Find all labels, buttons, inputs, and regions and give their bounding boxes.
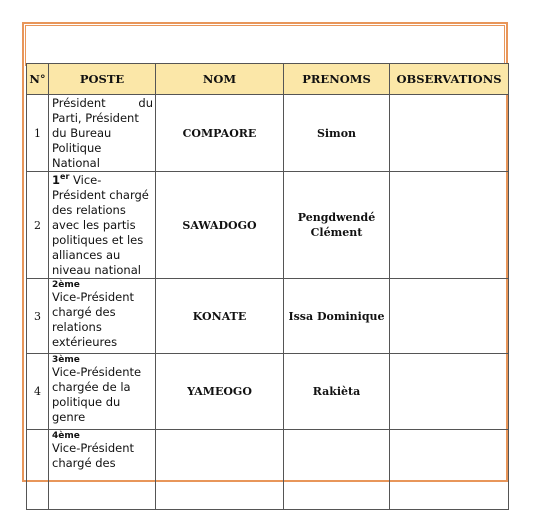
prenom-line: Pengdwendé — [297, 211, 376, 224]
table-row — [27, 172, 509, 279]
poste-line: extérieures — [52, 335, 118, 349]
prenom-line: Rakièta — [312, 385, 361, 398]
poste-line: avec les partis — [52, 218, 136, 232]
row-nom: COMPAORE — [156, 95, 284, 172]
row-nom — [156, 430, 284, 510]
header-prenoms: PRENOMS — [284, 64, 390, 95]
row-prenoms — [284, 279, 390, 354]
row-observations — [390, 95, 509, 172]
ordinal-suffix: er — [60, 172, 70, 182]
poste-line: National — [52, 156, 100, 170]
poste-first-line-rest: Vice- — [69, 173, 102, 187]
poste-line: chargé des — [52, 456, 116, 470]
poste-ordinal: 4ème — [52, 431, 80, 441]
table-row — [27, 95, 509, 172]
poste-line: Vice-Présidente — [52, 365, 142, 379]
poste-line: Vice-Président — [52, 290, 134, 304]
header-num: N° — [27, 64, 49, 95]
row-num: 3 — [27, 279, 49, 354]
header-observations: OBSERVATIONS — [390, 64, 509, 95]
row-observations — [390, 430, 509, 510]
header-poste: POSTE — [49, 64, 156, 95]
poste-line: genre — [52, 410, 86, 424]
table-row — [27, 430, 509, 510]
row-num — [27, 430, 49, 510]
row-poste — [49, 430, 156, 510]
poste-line — [52, 173, 153, 188]
poste-line: Politique — [52, 141, 102, 155]
poste-line: politiques et les — [52, 233, 144, 247]
page-header-box — [25, 25, 505, 66]
header-nom: NOM — [156, 64, 284, 95]
poste-line: relations — [52, 320, 102, 334]
poste-line: Président du — [52, 96, 153, 110]
row-poste — [49, 95, 156, 172]
row-num: 2 — [27, 172, 49, 279]
row-poste — [49, 354, 156, 430]
row-num: 4 — [27, 354, 49, 430]
poste-line: Vice-Président — [52, 441, 134, 455]
poste-line: Parti, Président — [52, 111, 139, 125]
row-poste — [49, 279, 156, 354]
poste-line: alliances au — [52, 248, 121, 262]
row-prenoms — [284, 430, 390, 510]
prenom-line: Issa Dominique — [288, 309, 385, 323]
table-row — [27, 354, 509, 430]
row-observations — [390, 172, 509, 279]
row-num: 1 — [27, 95, 49, 172]
row-observations — [390, 354, 509, 430]
prenom-line: Clément — [310, 226, 363, 239]
ordinal-number: 1 — [52, 173, 61, 187]
poste-ordinal: 3ème — [52, 355, 80, 365]
table-row — [27, 279, 509, 354]
poste-line: politique du — [52, 395, 121, 409]
bureau-members-table — [26, 63, 509, 510]
row-observations — [390, 279, 509, 354]
row-poste — [49, 172, 156, 279]
row-nom: YAMEOGO — [156, 354, 284, 430]
row-nom: KONATE — [156, 279, 284, 354]
poste-ordinal: 2ème — [52, 280, 80, 290]
row-nom: SAWADOGO — [156, 172, 284, 279]
poste-line: chargée de la — [52, 380, 131, 394]
prenom-line: Simon — [316, 126, 357, 140]
row-prenoms — [284, 95, 390, 172]
row-prenoms — [284, 172, 390, 279]
row-prenoms — [284, 354, 390, 430]
table-header-row — [27, 64, 509, 95]
poste-line: chargé des — [52, 305, 116, 319]
poste-line: niveau national — [52, 263, 141, 277]
poste-line: des relations — [52, 203, 126, 217]
poste-line: Président chargé — [52, 188, 149, 202]
poste-line: du Bureau — [52, 126, 112, 140]
